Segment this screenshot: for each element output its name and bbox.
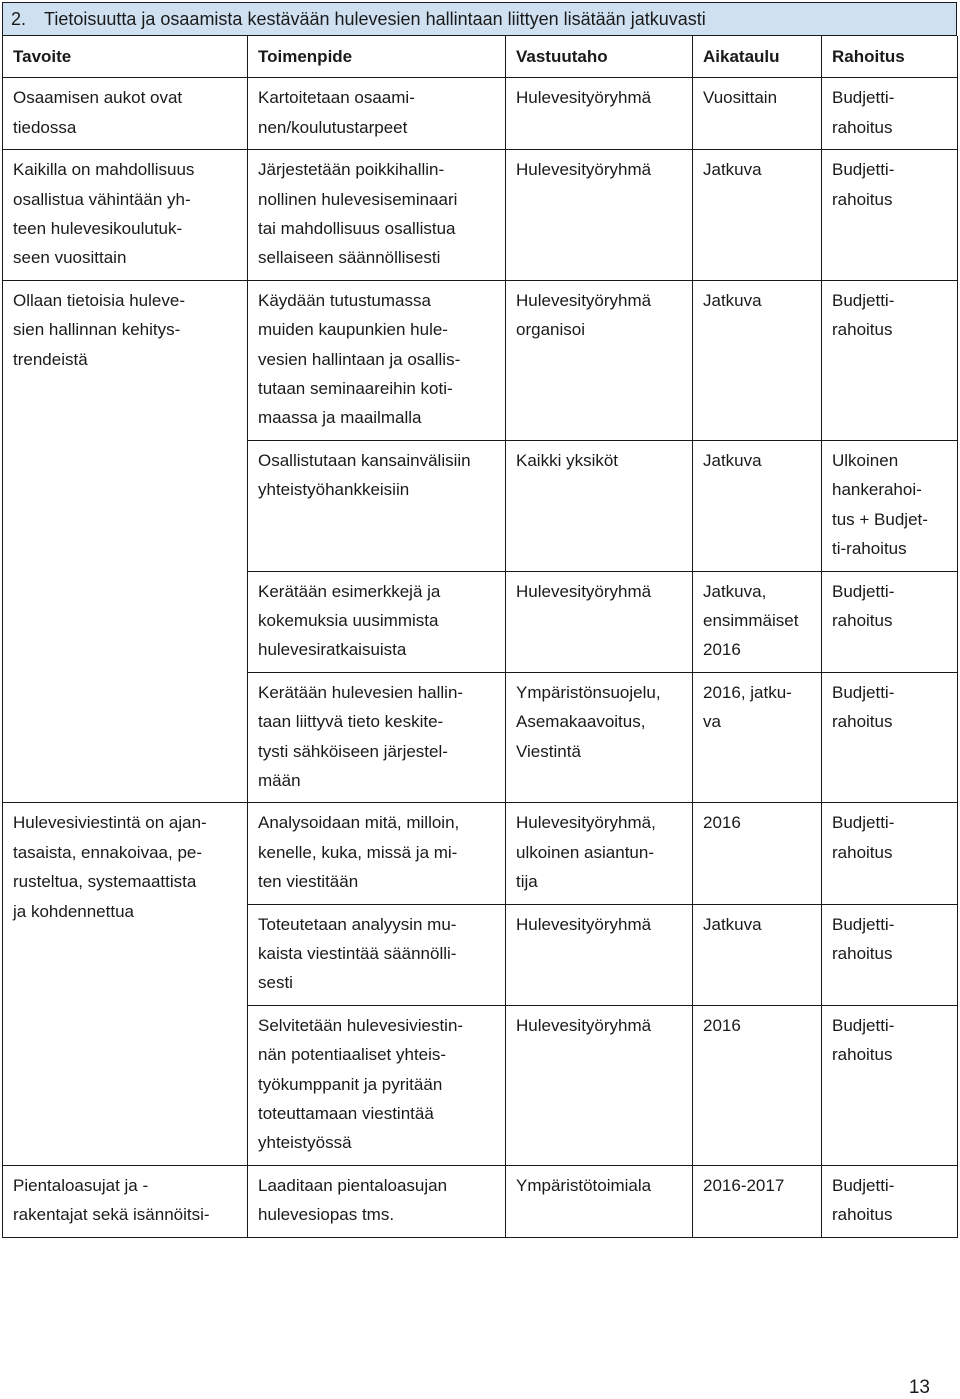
table-row [3, 150, 958, 281]
cell-line: Toteutetaan analyysin mu- [258, 914, 457, 934]
cell-line: hankerahoi- [832, 480, 922, 500]
table-row [3, 803, 958, 904]
funding-cell [822, 571, 958, 672]
cell-line: 2016 [703, 640, 741, 660]
cell-line: Osaamisen aukot ovat [13, 88, 183, 108]
cell-line: Kerätään esimerkkejä ja [258, 581, 441, 601]
cell-line: tus + Budjet- [832, 509, 928, 529]
funding-cell [822, 1005, 958, 1165]
cell-line: tai mahdollisuus osallistua [258, 219, 456, 239]
cell-line: Ulkoinen [832, 450, 899, 470]
responsible-cell [506, 280, 693, 440]
action-cell [248, 1005, 506, 1165]
cell-line: vesien hallintaan ja osallis- [258, 349, 461, 369]
cell-line: yhteistyöhankkeisiin [258, 480, 410, 500]
funding-cell [822, 1165, 958, 1237]
schedule-cell [693, 440, 822, 571]
header-responsible: Vastuutaho [506, 36, 693, 78]
responsible-cell [506, 1005, 693, 1165]
document-page [2, 2, 957, 1238]
cell-line: Selvitetään hulevesiviestin- [258, 1015, 464, 1035]
schedule-cell [693, 150, 822, 281]
cell-line: nän potentiaaliset yhteis- [258, 1045, 447, 1065]
cell-line: osallistua vähintään yh- [13, 189, 191, 209]
schedule-cell [693, 904, 822, 1005]
cell-line: Kaikilla on mahdollisuus [13, 160, 195, 180]
cell-line: tija [516, 872, 538, 892]
cell-line: teen hulevesikoulutuk- [13, 219, 183, 239]
cell-line: rakentajat sekä isännöitsi- [13, 1205, 210, 1225]
action-cell [248, 1165, 506, 1237]
goal-cell [3, 803, 248, 1165]
responsible-cell [506, 78, 693, 150]
cell-line: taan liittyvä tieto keskite- [258, 712, 444, 732]
action-cell [248, 672, 506, 803]
cell-line: tasaista, ennakoivaa, pe- [13, 842, 203, 862]
cell-line: nen/koulutustarpeet [258, 117, 408, 137]
responsible-cell [506, 904, 693, 1005]
cell-line: ulkoinen asiantun- [516, 842, 654, 862]
responsible-cell [506, 571, 693, 672]
cell-line: rahoitus [832, 1205, 893, 1225]
responsible-cell [506, 1165, 693, 1237]
action-cell [248, 571, 506, 672]
cell-line: 2016 [703, 1015, 741, 1035]
action-cell [248, 280, 506, 440]
cell-line: Viestintä [516, 741, 581, 761]
cell-line: Hulevesityöryhmä [516, 581, 652, 601]
funding-cell [822, 150, 958, 281]
header-schedule: Aikataulu [693, 36, 822, 78]
cell-line: sesti [258, 973, 293, 993]
cell-line: kokemuksia uusimmista [258, 610, 439, 630]
funding-cell [822, 78, 958, 150]
cell-line: Hulevesityöryhmä [516, 160, 652, 180]
goal-cell [3, 150, 248, 281]
cell-line: Järjestetään poikkihallin- [258, 160, 445, 180]
table-row [3, 78, 958, 150]
cell-line: Osallistutaan kansainvälisiin [258, 450, 471, 470]
schedule-cell [693, 1005, 822, 1165]
responsible-cell [506, 803, 693, 904]
section-header [2, 2, 957, 36]
funding-cell [822, 904, 958, 1005]
goal-cell [3, 78, 248, 150]
cell-line: rahoitus [832, 320, 893, 340]
funding-cell [822, 803, 958, 904]
cell-line: Jatkuva [703, 914, 762, 934]
cell-line: ensimmäiset [703, 610, 799, 630]
cell-line: Jatkuva [703, 290, 762, 310]
table-row [3, 280, 958, 440]
cell-line: Budjetti- [832, 290, 895, 310]
schedule-cell [693, 1165, 822, 1237]
table-row [3, 1165, 958, 1237]
cell-line: työkumppanit ja pyritään [258, 1074, 443, 1094]
cell-line: Hulevesityöryhmä [516, 1015, 652, 1035]
cell-line: Jatkuva [703, 160, 762, 180]
cell-line: Laaditaan pientaloasujan [258, 1175, 448, 1195]
cell-line: Budjetti- [832, 682, 895, 702]
action-plan-table [2, 36, 958, 1238]
cell-line: tiedossa [13, 117, 77, 137]
cell-line: sien hallinnan kehitys- [13, 320, 181, 340]
cell-line: Budjetti- [832, 1175, 895, 1195]
goal-cell [3, 280, 248, 803]
cell-line: rahoitus [832, 117, 893, 137]
responsible-cell [506, 150, 693, 281]
cell-line: hulevesiratkaisuista [258, 640, 407, 660]
cell-line: rahoitus [832, 1045, 893, 1065]
cell-line: Budjetti- [832, 160, 895, 180]
cell-line: Kaikki yksiköt [516, 450, 619, 470]
cell-line: Budjetti- [832, 813, 895, 833]
funding-cell [822, 440, 958, 571]
action-cell [248, 803, 506, 904]
cell-line: Hulevesityöryhmä [516, 88, 652, 108]
goal-cell [3, 1165, 248, 1237]
cell-line: muiden kaupunkien hule- [258, 320, 448, 340]
cell-line: Asemakaavoitus, [516, 712, 646, 732]
cell-line: Budjetti- [832, 914, 895, 934]
action-cell [248, 78, 506, 150]
cell-line: ten viestitään [258, 872, 359, 892]
cell-line: rusteltua, systemaattista [13, 872, 197, 892]
responsible-cell [506, 440, 693, 571]
cell-line: Analysoidaan mitä, milloin, [258, 813, 460, 833]
cell-line: Budjetti- [832, 1015, 895, 1035]
action-cell [248, 440, 506, 571]
funding-cell [822, 672, 958, 803]
cell-line: sellaiseen säännöllisesti [258, 248, 441, 268]
section-number: 2. [11, 8, 27, 29]
cell-line: kenelle, kuka, missä ja mi- [258, 842, 458, 862]
schedule-cell [693, 280, 822, 440]
cell-line: Ollaan tietoisia huleve- [13, 290, 185, 310]
cell-line: seen vuosittain [13, 248, 127, 268]
cell-line: nollinen hulevesiseminaari [258, 189, 458, 209]
cell-line: ja kohdennettua [13, 901, 134, 921]
header-goal: Tavoite [3, 36, 248, 78]
cell-line: Hulevesiviestintä on ajan- [13, 813, 207, 833]
schedule-cell [693, 803, 822, 904]
cell-line: va [703, 712, 721, 732]
table-header-row [3, 36, 958, 78]
cell-line: rahoitus [832, 712, 893, 732]
header-action: Toimenpide [248, 36, 506, 78]
cell-line: Kartoitetaan osaami- [258, 88, 415, 108]
cell-line: Jatkuva [703, 450, 762, 470]
schedule-cell [693, 672, 822, 803]
cell-line: Ympäristötoimiala [516, 1175, 652, 1195]
cell-line: hulevesiopas tms. [258, 1205, 395, 1225]
cell-line: Kerätään hulevesien hallin- [258, 682, 464, 702]
funding-cell [822, 280, 958, 440]
action-cell [248, 904, 506, 1005]
cell-line: Hulevesityöryhmä [516, 290, 652, 310]
cell-line: tysti sähköiseen järjestel- [258, 741, 448, 761]
cell-line: Käydään tutustumassa [258, 290, 431, 310]
cell-line: 2016-2017 [703, 1175, 785, 1195]
cell-line: Vuosittain [703, 88, 778, 108]
cell-line: Budjetti- [832, 88, 895, 108]
action-cell [248, 150, 506, 281]
cell-line: yhteistyössä [258, 1133, 352, 1153]
cell-line: tutaan seminaareihin koti- [258, 379, 453, 399]
cell-line: Hulevesityöryhmä [516, 914, 652, 934]
cell-line: Jatkuva, [703, 581, 767, 601]
cell-line: maassa ja maailmalla [258, 408, 422, 428]
cell-line: Ympäristönsuojelu, [516, 682, 661, 702]
page-number: 13 [908, 1377, 930, 1398]
cell-line: Hulevesityöryhmä, [516, 813, 656, 833]
cell-line: organisoi [516, 320, 585, 340]
cell-line: Budjetti- [832, 581, 895, 601]
cell-line: rahoitus [832, 610, 893, 630]
cell-line: ti-rahoitus [832, 539, 907, 559]
cell-line: kaista viestintää säännölli- [258, 943, 457, 963]
cell-line: trendeistä [13, 349, 88, 369]
schedule-cell [693, 78, 822, 150]
cell-line: rahoitus [832, 189, 893, 209]
responsible-cell [506, 672, 693, 803]
cell-line: rahoitus [832, 842, 893, 862]
section-title: Tietoisuutta ja osaamista kestävään hulevesien hallintaan liittyen lisätään jatkuvasti [44, 8, 706, 29]
cell-line: rahoitus [832, 943, 893, 963]
header-funding: Rahoitus [822, 36, 958, 78]
cell-line: 2016, jatku- [703, 682, 792, 702]
schedule-cell [693, 571, 822, 672]
cell-line: Pientaloasujat ja - [13, 1175, 149, 1195]
cell-line: mään [258, 770, 301, 790]
cell-line: toteuttamaan viestintää [258, 1104, 434, 1123]
cell-line: 2016 [703, 813, 741, 833]
